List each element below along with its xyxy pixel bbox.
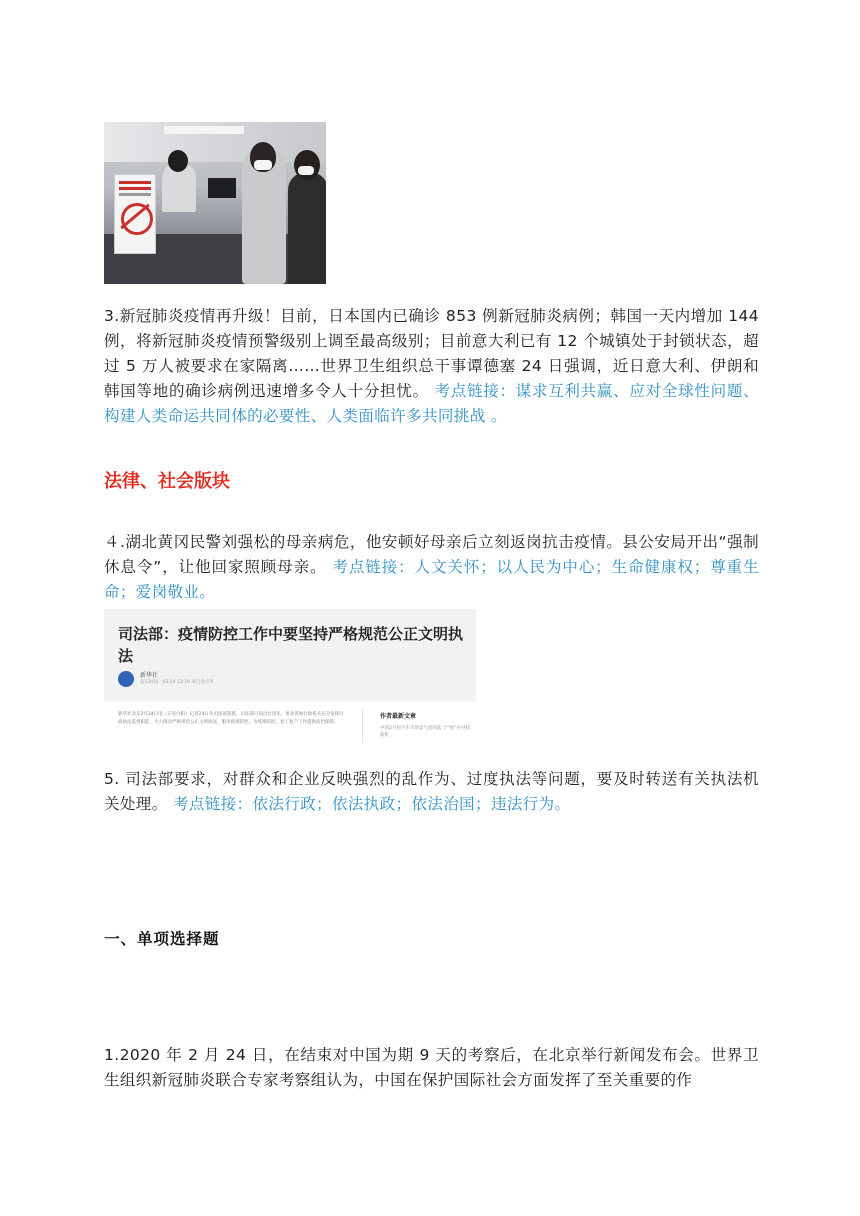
photo-person-right-head [294, 150, 320, 180]
question-1-text: 1.2020 年 2 月 24 日，在结束对中国为期 9 天的考察后，在北京举行新闻发布会。世界卫生组织新冠肺炎联合专家考察组认为，中国在保护国际社会方面发挥了至关重要的作 [104, 1046, 759, 1089]
photo-person-right [288, 172, 326, 284]
article-side-title: 作者最新文章 [380, 713, 417, 720]
news-item-3 [104, 304, 759, 429]
news-item-4 [104, 530, 759, 605]
photo-sign-text [119, 181, 151, 184]
news-item-5-link: 考点链接：依法行政；依法执政；依法治国；违法行为。 [172, 795, 571, 813]
article-screenshot [104, 609, 476, 746]
photo-register-screen [208, 178, 236, 198]
article-divider [362, 709, 363, 743]
article-meta: 发布时间：03-24 22:16 来自北京市 [140, 680, 214, 685]
news-item-5 [104, 767, 759, 817]
author-avatar-icon [118, 671, 134, 687]
article-body: 新华社北京2月24日电（记者白阳）记者24日从司法部获悉，司法部日前出台意见，要求各地行政机关充分发挥行政执法监督职能，大力推动严格规范公正文明执法，服务疫情防控，为疫情防控、复工复产工作提供法治保障。 [118, 712, 344, 725]
photo-person-right-mask [298, 166, 314, 175]
news-item-4-text: ４.湖北黄冈民警刘强松的母亲病危，他安顿好母亲后立刻返岗抗击疫情。县公安局开出“强制休息令”，让他回家照顾母亲。 [104, 533, 759, 576]
news-item-3-link: 考点链接：谋求互利共赢、应对全球性问题、构建人类命运共同体的必要性、人类面临许多共同挑战 。 [104, 382, 759, 425]
news-item-3-text: 3.新冠肺炎疫情再升级！目前，日本国内已确诊 853 例新冠肺炎病例；韩国一天内增加 144 例，将新冠肺炎疫情预警级别上调至最高级别；目前意大利已有 12 个城镇处于封锁状态，超过 5 万人被要求在家隔离……世界卫生组织总干事谭德塞 24 日强调，近日意大利、伊朗和韩国等地的确诊病例迅速增多令人十分担忧。 [104, 307, 759, 400]
photo-sign-circle [121, 203, 153, 235]
question-heading: 一、单项选择题 [104, 930, 220, 948]
question-1 [104, 1043, 759, 1093]
article-side-text: 中国2月份汽车市场景气度回落 于“疫”中寻找新机 [380, 726, 470, 738]
photo-person-front-mask [254, 160, 272, 170]
news-item-4-link: 考点链接：人文关怀；以人民为中心；生命健康权；尊重生命；爱岗敬业。 [104, 558, 759, 601]
section-title: 法律、社会版块 [104, 471, 230, 492]
photo-sign [114, 174, 156, 254]
article-title: 司法部：疫情防控工作中要坚持严格规范公正文明执法 [118, 625, 464, 665]
photo-person-background-head [168, 150, 188, 172]
news-photo-masked-shoppers [104, 122, 326, 284]
article-author: 新华社 [140, 672, 159, 679]
news-item-5-text: 5. 司法部要求，对群众和企业反映强烈的乱作为、过度执法等问题，要及时转送有关执法机关处理。 [104, 770, 759, 813]
photo-ceiling-light [164, 126, 244, 134]
